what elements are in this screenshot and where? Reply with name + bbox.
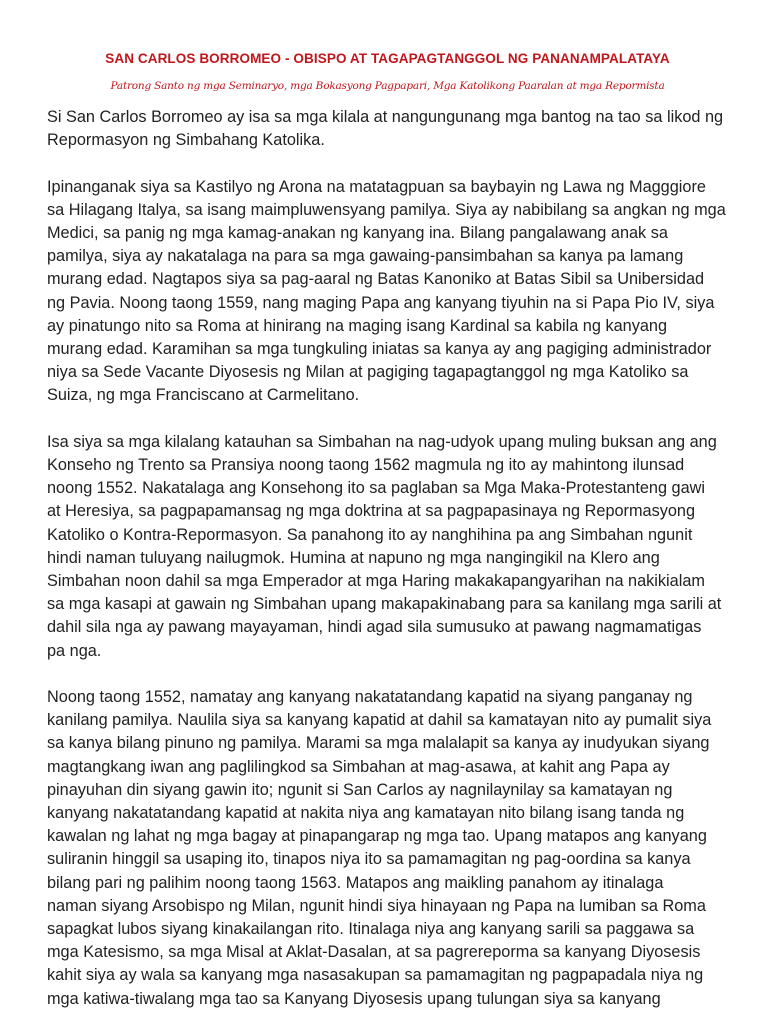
paragraph-line: mga katiwa-tiwalang mga tao sa Kanyang Diyosesis upang tulungan siya sa kanyang <box>47 989 661 1008</box>
paragraph-line: sa mga kasapi at gawain ng Simbahan upang makapakinabang para sa kanilang mga sarili at <box>47 595 722 614</box>
paragraph-line: Simbahan noon dahil sa mga Emperador at mga Haring makakapangyarihan na nakikialam <box>47 572 705 591</box>
paragraph-line: murang edad. Nagtapos siya sa pag-aaral ng Batas Kanoniko at Batas Sibil sa Unibersidad <box>47 270 705 289</box>
paragraph-line: niya sa Sede Vacante Diyosesis ng Milan at pagiging tagapagtanggol ng mga Katoliko sa <box>47 363 689 382</box>
paragraph-line: pa nga. <box>47 641 102 660</box>
paragraph-line: suliranin hinggil sa usaping ito, tinapos niya ito sa pamamagitan ng pag-oordina sa kanya <box>47 850 691 869</box>
paragraph-line: pinayuhan din siyang gawin ito; ngunit si San Carlos ay nagnilaynilay sa kamatayan ng <box>47 780 673 799</box>
paragraph-line: Katoliko o Kontra-Repormasyon. Sa panahong ito ay nanghihina pa ang Simbahan ngunit <box>47 525 693 544</box>
paragraph <box>47 106 728 152</box>
paragraph-line: kanyang nakatatandang kapatid at nakita niya ang kamatayan nito bilang isang tanda ng <box>47 804 685 823</box>
paragraph-line: Ipinanganak siya sa Kastilyo ng Arona na matatagpuan sa baybayin ng Lawa ng Magggiore <box>47 177 706 196</box>
paragraph-line: kahit siya ay wala sa kanyang mga nasasakupan sa pamamagitan ng pagpapadala niya ng <box>47 966 704 985</box>
paragraph <box>47 176 728 408</box>
paragraph-line: kanilang pamilya. Naulila siya sa kanyang kapatid at dahil sa kamatayan nito ay pumalit siya <box>47 711 712 730</box>
paragraph-line: naman siyang Arsobispo ng Milan, ngunit hindi siya hinayaan ng Papa na lumiban sa Roma <box>47 896 706 915</box>
document-body <box>47 106 728 1011</box>
paragraph-line: pamilya, siya ay nakatalaga na para sa mga gawaing-pansimbahan sa kanya pa lamang <box>47 247 684 266</box>
paragraph <box>47 686 728 1011</box>
paragraph-line: noong 1552. Nakatalaga ang Konsehong ito sa paglaban sa Mga Maka-Protestanteng gawi <box>47 479 706 498</box>
paragraph-line: bilang pari ng palihim noong taong 1563. Matapos ang maikling panahom ay itinalaga <box>47 873 664 892</box>
paragraph-line: Isa siya sa mga kilalang katauhan sa Simbahan na nag-udyok upang muling buksan ang ang <box>47 432 717 451</box>
paragraph-line: magtangkang iwan ang paglilingkod sa Simbahan at mag-asawa, at kahit ang Papa ay <box>47 757 670 776</box>
paragraph-line: murang edad. Karamihan sa mga tungkuling iniatas sa kanya ay ang pagiging administrador <box>47 340 712 359</box>
paragraph-line: sa kanya bilang pinuno ng pamilya. Marami sa mga malalapit sa kanya ay inudyukan siyang <box>47 734 710 753</box>
paragraph-line: at Heresiya, sa pagpapamansag ng mga doktrina at sa pagpapasinaya ng Repormasyong <box>47 502 696 521</box>
paragraph-line: mga Katesismo, sa mga Misal at Aklat-Dasalan, at sa pagrereporma sa kanyang Diyosesis <box>47 943 701 962</box>
paragraph <box>47 431 728 663</box>
paragraph-line: Konseho ng Trento sa Pransiya noong taong 1562 magmula ng ito ay mahintong ilunsad <box>47 456 685 475</box>
paragraph-line: sapagkat lubos siyang kinakailangan rito. Itinalaga niya ang kanyang sarili sa paggawa sa <box>47 920 695 939</box>
paragraph-line: Repormasyon ng Simbahang Katolika. <box>47 131 325 150</box>
paragraph-line: ay pinatungo nito sa Roma at hinirang na maging isang Kardinal sa kabila ng kanyang <box>47 316 667 335</box>
paragraph-line: dahil sila nga ay pawang mayayaman, hindi agad sila sumusuko at pawang nagmamatigas <box>47 618 702 637</box>
paragraph-line: Suiza, ng mga Franciscano at Carmelitano. <box>47 386 360 405</box>
paragraph-line: hindi naman tuluyang nailugmok. Humina at napuno ng mga nangingikil na Klero ang <box>47 548 660 567</box>
page-title: SAN CARLOS BORROMEO - OBISPO AT TAGAPAGTANGGOL NG PANANAMPALATAYA <box>105 51 670 66</box>
paragraph-line: Medici, sa panig ng mga kamag-anakan ng kanyang ina. Bilang pangalawang anak sa <box>47 224 668 242</box>
paragraph-line: kawalan ng lahat ng mga bagay at pinapangarap ng mga tao. Upang matapos ang kanyang <box>47 827 707 846</box>
paragraph-line: ng Pavia. Noong taong 1559, nang maging Papa ang kanyang tiyuhin na si Papa Pio IV, siya <box>47 293 715 312</box>
page-subtitle: Patrong Santo ng mga Seminaryo, mga Bokasyong Pagpapari, Mga Katolikong Paaralan at mga Repormista <box>110 80 665 92</box>
paragraph-line: Si San Carlos Borromeo ay isa sa mga kilala at nangungunang mga bantog na tao sa likod ng <box>47 108 724 126</box>
paragraph-line: sa Hilagang Italya, sa isang maimpluwensyang pamilya. Siya ay nabibilang sa angkan ng mga <box>47 200 726 219</box>
paragraph-line: Noong taong 1552, namatay ang kanyang nakatatandang kapatid na siyang panganay ng <box>47 688 693 707</box>
